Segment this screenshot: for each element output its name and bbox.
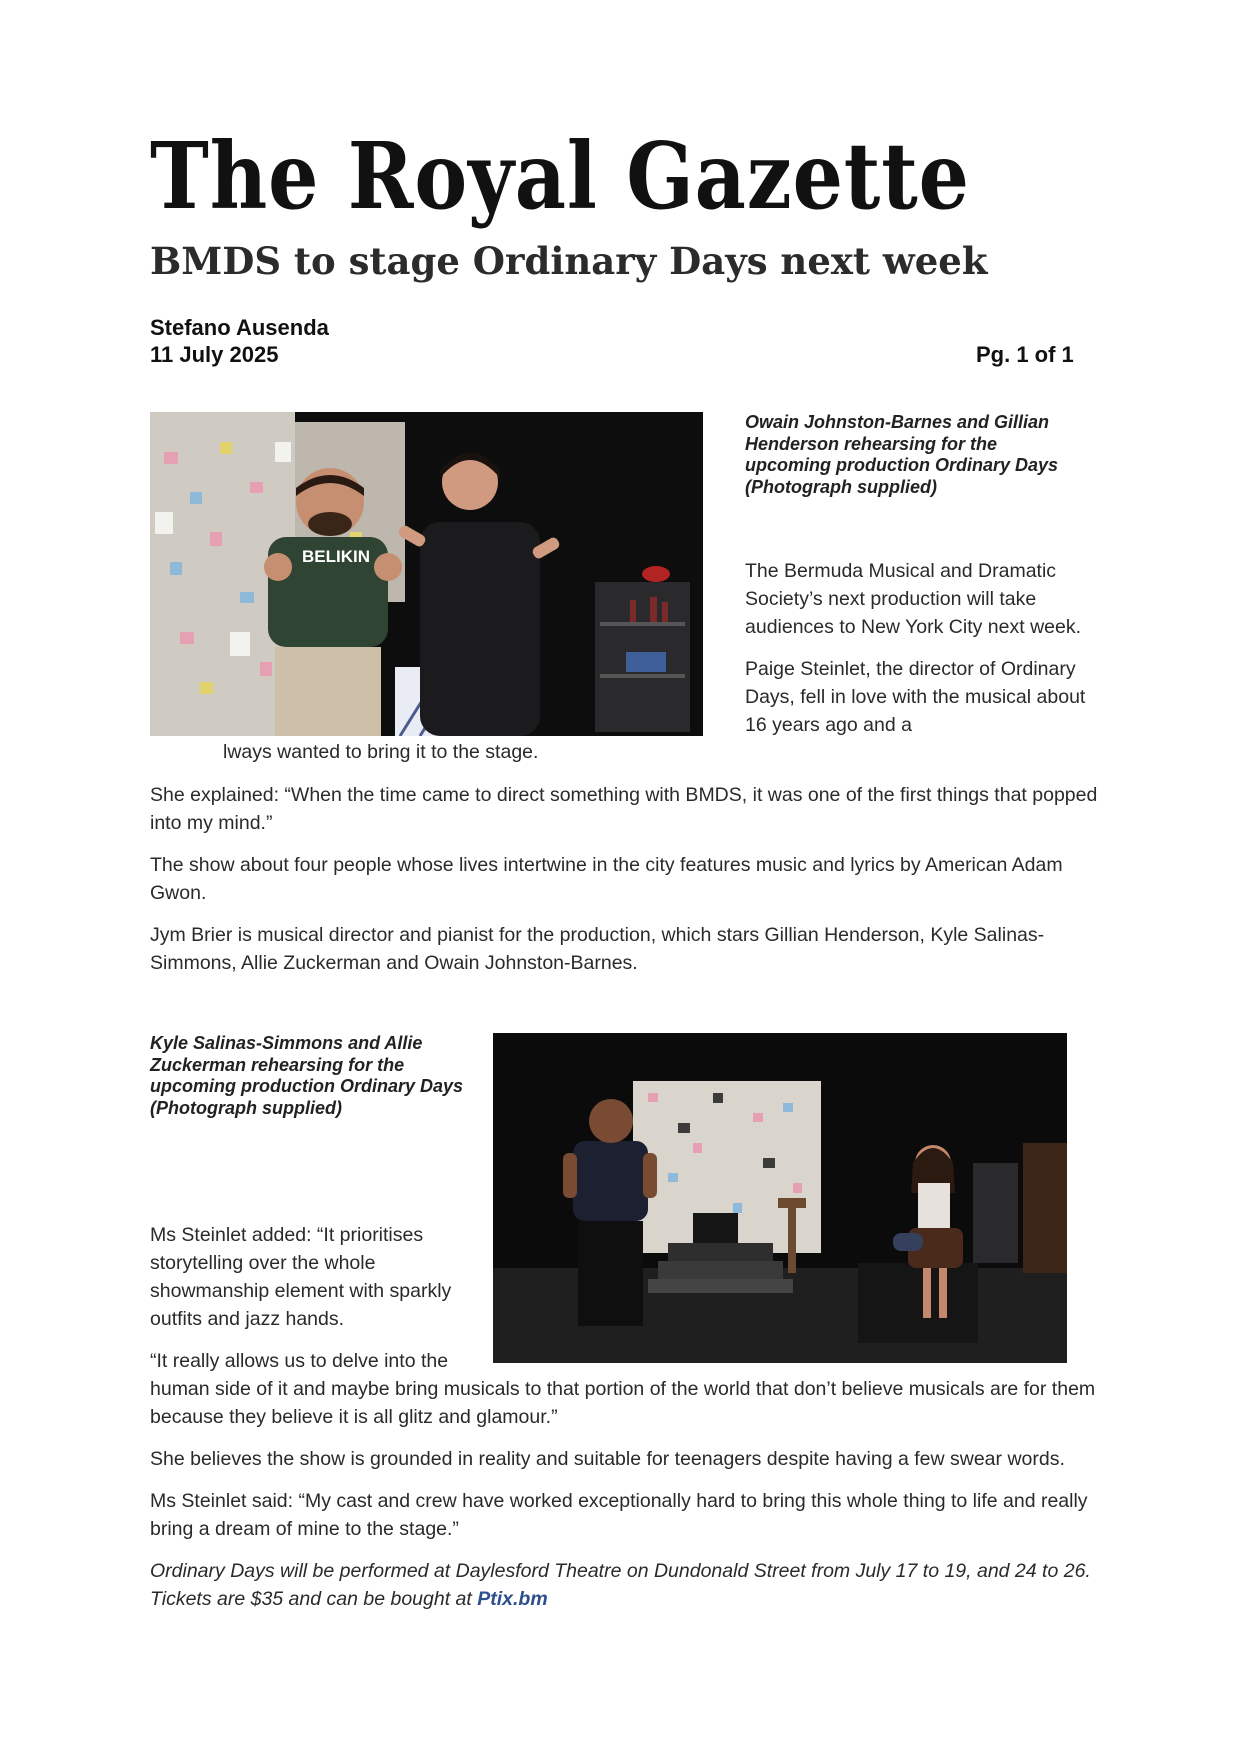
intro-paragraph: The Bermuda Musical and Dramatic Society’s next production will take audiences to New York City next week. [745, 560, 1082, 638]
page-number: Pg. 1 of 1 [976, 342, 1074, 367]
body-paragraph: She believes the show is grounded in reality and suitable for teenagers despite having a few swear words. [150, 1448, 1065, 1470]
photo-rehearsal-1 [150, 412, 703, 736]
masthead-logo: The Royal Gazette [150, 122, 970, 230]
quote-text [150, 1221, 470, 1375]
body-paragraph: Ms Steinlet said: “My cast and crew have worked exceptionally hard to bring this whole thing to life and really bring a dream of mine to the stage.” [150, 1490, 1088, 1540]
byline [150, 314, 329, 368]
footer-note [150, 1557, 1105, 1613]
author-name: Stefano Ausenda [150, 315, 329, 340]
ticket-link[interactable]: Ptix.bm [477, 1588, 548, 1610]
shirt-text: BELIKIN [302, 547, 370, 566]
quote-paragraph: Ms Steinlet added: “It prioritises storytelling over the whole showmanship element with sparkly outfits and jazz hands. [150, 1224, 452, 1330]
quote-paragraph: “It really allows us to delve into the [150, 1350, 449, 1372]
photo-2-caption: Kyle Salinas-Simmons and Allie Zuckerman rehearsing for the upcoming production Ordinary Days (Photograph supplied) [150, 1033, 464, 1118]
publish-date: 11 July 2025 [150, 342, 279, 367]
middle-text [150, 781, 1105, 991]
photo-1-caption: Owain Johnston-Barnes and Gillian Henderson rehearsing for the upcoming production Ordinary Days (Photograph supplied) [745, 412, 1059, 497]
body-paragraph: Jym Brier is musical director and pianist for the production, which stars Gillian Henderson, Kyle Salinas-Simmons, Allie Zuckerman and Owain Johnston-Barnes. [150, 924, 1045, 974]
body-paragraph: The show about four people whose lives intertwine in the city features music and lyrics by American Adam Gwon. [150, 854, 1063, 904]
footer-note-text: Ordinary Days will be performed at Daylesford Theatre on Dundonald Street from July 17 to 19, and 24 to 26. Tickets are $35 and can be bought at [150, 1560, 1091, 1610]
article-headline: BMDS to stage Ordinary Days next week [150, 239, 988, 283]
body-paragraph: She explained: “When the time came to direct something with BMDS, it was one of the first things that popped into my mind.” [150, 784, 1098, 834]
intro-text [745, 557, 1100, 739]
photo-rehearsal-2 [493, 1033, 1067, 1363]
intro-paragraph: Paige Steinlet, the director of Ordinary Days, fell in love with the musical about 16 years ago and a [745, 658, 1086, 736]
wrap-continuation: lways wanted to bring it to the stage. [223, 741, 539, 763]
body-paragraph: human side of it and maybe bring musicals to that portion of the world that don’t believe musicals are for them because they believe it is all glitz and glamour.” [150, 1378, 1096, 1428]
closing-text [150, 1375, 1105, 1627]
